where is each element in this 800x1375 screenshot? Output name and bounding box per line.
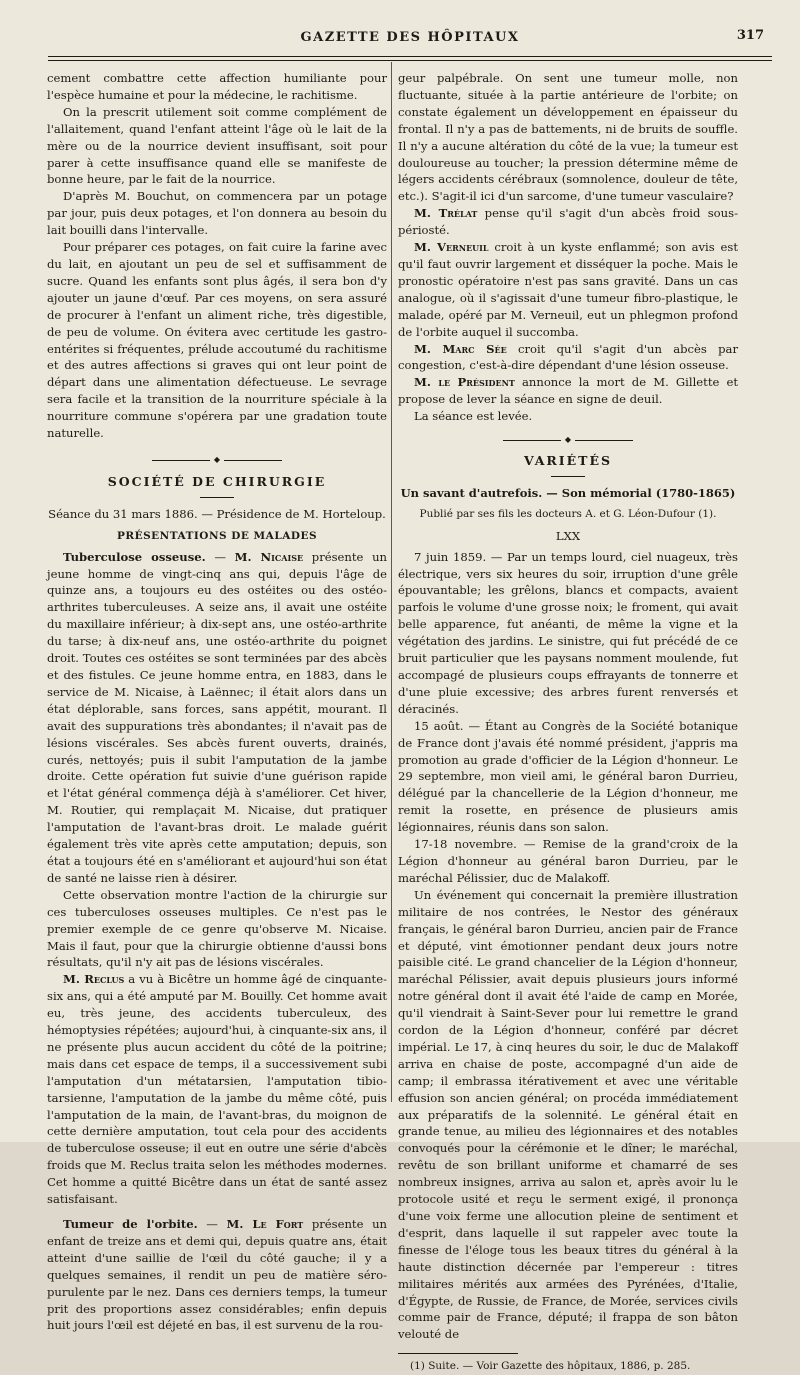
- verneuil-paragraph: [398, 239, 738, 340]
- tuberculose-text: présente un jeune homme de vingt-cinq ans qui, depuis l'âge de quinze ans, a toujours eu des ostéites ou des ostéo-arthrites tuberculeuses. A seize ans, il avait une ostéite du maxillaire inférieur; à dix-sept ans, une ostéo-arthrite du tarse; à dix-neuf ans, une ostéo-arthrite du poignet droit. Toutes ces ostéites se sont terminées par des abcès et des fistules. Ce jeune homme entra, en 1883, dans le service de M. Nicaise, à Laënnec; il était alors dans un état déplorable, sans forces, sans appétit, mourant. Il avait des suppurations très abondantes; il n'avait pas de lésions viscérales. Ses abcès furent ouverts, drainés, curés, nettoyés; puis il subit l'amputation de la jambe droite. Cette opération fut suivie d'une guérison rapide et l'état général commença déjà à s'améliorer. Cet hiver, M. Routier, qui remplaçait M. Nicaise, dut pratiquer l'amputation de l'avant-bras droit. Le malade guérit également très vite après cette amputation; depuis, son état a toujours été en s'améliorant et aujourd'hui son état de santé ne laisse rien à désirer.: [47, 549, 388, 885]
- memorial-paragraph: 7 juin 1859. — Par un temps lourd, ciel nuageux, très électrique, vers six heures du soir, irruption d'une grêle épouvantable; les grêlons, blancs et compacts, avaient parfois le volume d'une grosse noix; le froment, qui avait belle apparence, fut anéanti, de même la vigne et la végétation des jardins. Le sinistre, qui fut précédé de ce bruit particulier que les paysans nomment moulende, fut accompagé de plusieurs coups effrayants de tonnerre et d'une pluie excessive; des arbres furent renversés et déracinés.: [398, 549, 738, 716]
- topic-orbite: Tumeur de l'orbite.: [63, 1217, 198, 1231]
- footnote: (1) Suite. — Voir Gazette des hôpitaux, 1886, p. 285.: [410, 1360, 691, 1373]
- author-nicaise: M. Nicaise: [234, 549, 304, 564]
- footnote-rule: [398, 1353, 518, 1354]
- presentations-heading: PRÉSENTATIONS DE MALADES: [116, 529, 318, 542]
- journal-title: GAZETTE DES HÔPITAUX: [300, 30, 520, 45]
- seance-levee: La séance est levée.: [414, 409, 533, 424]
- varietes-title: VARIÉTÉS: [523, 453, 613, 469]
- continuation-paragraph: geur palpébrale. On sent une tumeur molle, non fluctuante, située à la partie antérieure de l'orbite; on constate également un développement en épaisseur du frontal. Il n'y a pas de battements, ni de bruits de souffle. Il n'y a aucune altération du côté de la vue; la tumeur est douloureuse au toucher; la pression détermine même de légers accidents cérébraux (somnolence, douleur de tête, etc.). S'agit-il ici d'un sarcome, d'une tumeur vasculaire?: [398, 71, 738, 204]
- savant-title: Un savant d'autrefois. — Son mémorial (1780-1865): [400, 485, 736, 500]
- author-marc-see: M. Marc Sée: [414, 341, 507, 356]
- right-column: [398, 70, 738, 1375]
- section-ornament: ◆: [47, 452, 387, 470]
- left-column: [47, 70, 387, 1334]
- marc-see-paragraph: [398, 341, 738, 375]
- intro-paragraph: D'après M. Bouchut, on commencera par un potage par jour, puis deux potages, et l'on donnera au besoin du lait bouilli dans l'intervalle.: [47, 189, 387, 238]
- tuberculose-paragraph: Tuberculose osseuse. — M. Nicaise présente un jeune homme de vingt-cinq ans qui, depuis l'âge de quinze ans, a toujours eu des ostéites ou des ostéo-arthrites tuberculeuses. A seize ans, il avait une ostéite du maxillaire inférieur; à dix-sept ans, une ostéo-arthrite du tarse; à dix-neuf ans, une ostéo-arthrite du poignet droit. Toutes ces ostéites se sont terminées par des abcès et des fistules. Ce jeune homme entra, en 1883, dans le service de M. Nicaise, à Laënnec; il était alors dans un état déplorable, sans forces, sans appétit, mourant. Il avait des suppurations très abondantes; il n'avait pas de lésions viscérales. Ses abcès furent ouverts, drainés, curés, nettoyés; puis il subit l'amputation de la jambe droite. Cette opération fut suivie d'une guérison rapide et l'état général commença déjà à s'améliorer. Cet hiver, M. Routier, qui remplaçait M. Nicaise, dut pratiquer l'amputation de l'avant-bras droit. Le malade guérit également très vite après cette amputation; depuis, son état a toujours été en s'améliorant et aujourd'hui son état de santé ne laisse rien à désirer.: [47, 549, 388, 885]
- title-rule: [551, 476, 585, 477]
- marc-see-text: croit qu'il s'agit d'un abcès par congestion, c'est-à-dire dépendant d'une lésion osseuse.: [398, 341, 738, 373]
- orbite-paragraph: Tumeur de l'orbite. — M. Le Fort présente un enfant de treize ans et demi qui, depuis quatre ans, était atteint d'une saillie de l'œil du côté gauche; il y a quelques semaines, il rendit un peu de matière séro-purulente par le nez. Dans ces derniers temps, la tumeur prit des proportions assez considérables; enfin depuis huit jours l'œil est déjeté en bas, il est survenu de la rou-: [47, 1217, 388, 1333]
- reclus-text: a vu à Bicêtre un homme âgé de cinquante-six ans, qui a été amputé par M. Bouilly. Cet homme avait eu, très jeune, des accidents tuberculeux, des hémoptysies répétées; aujourd'hui, à cinquante-six ans, il ne présente plus aucun accident du côté de la poitrine; mais dans cet espace de temps, il a successivement subi l'amputation d'un métatarsien, l'amputation tibio-tarsienne, l'amputation de la jambe du même côté, puis l'amputation de la main, de l'avant-bras, du moignon de cette dernière amputation, tout cela pour des accidents de tuberculose osseuse; il eut en outre une série d'abcès froids que M. Reclus traita selon les méthodes modernes. Cet homme a quitté Bicêtre dans un état de santé assez satisfaisant.: [47, 972, 387, 1207]
- chapter-number: LXX: [555, 528, 581, 543]
- observation-paragraph: Cette observation montre l'action de la chirurgie sur ces tuberculoses osseuses multiples. Ce n'est pas le premier exemple de ce genre qu'observe M. Nicaise. Mais il faut, pour que la chirurgie obtienne d'aussi bons résultats, qu'il n'y ait pas de lésions viscérales.: [47, 887, 387, 970]
- author-reclus: M. Reclus: [63, 972, 125, 987]
- orbite-text: présente un enfant de treize ans et demi qui, depuis quatre ans, était atteint d'une saillie de l'œil du côté gauche; il y a quelques semaines, il rendit un peu de matière séro-purulente par le nez. Dans ces derniers temps, la tumeur prit des proportions assez considérables; enfin depuis huit jours l'œil est déjeté en bas, il est survenu de la rou-: [47, 1217, 388, 1333]
- author-trelat: M. Trélat: [414, 206, 478, 221]
- memorial-paragraph: Un événement qui concernait la première illustration militaire de nos contrées, le Nestor des généraux français, le général baron Durrieu, ancien pair de France et député, vint émotionner pendant deux jours notre paisible cité. Le grand chancelier de la Légion d'honneur, maréchal Pélissier, avait depuis plusieurs jours informé notre général dont il avait été l'aide de camp en Morée, qu'il viendrait à Saint-Sever pour lui remettre le grand cordon de la Légion d'honneur, conféré par décret impérial. Le 17, à cinq heures du soir, le duc de Malakoff arriva en chaise de poste, accompagné d'un aide de camp; il embrassa itérativement et avec une véritable effusion son ancien général; on procéda immédiatement aux préparatifs de la solennité. Le général était en grande tenue, au milieu des légionnaires et des notables convoqués pour la cérémonie et le dîner; le maréchal, revêtu de son brillant uniforme et chamarré de ses nombreux insignes, arriva au salon et, après avoir lu le protocole usité et reçu le serment exigé, il prononça d'une voix ferme une allocution pleine de sentiment et d'esprit, dans laquelle il sut rappeler avec toute la finesse de l'éloge tous les beaux titres du général à la haute distinction décernée par l'empereur : titres militaires mérités aux armées des Pyrénées, d'Italie, d'Égypte, de Russie, de France, de Morée, services civils comme pair de France, député; il frappa de son bâton velouté de: [398, 887, 738, 1342]
- trelat-text: pense qu'il s'agit d'un abcès froid sous-périosté.: [398, 206, 738, 238]
- topic-tuberculose: Tuberculose osseuse.: [63, 549, 206, 564]
- memorial-paragraph: 17-18 novembre. — Remise de la grand'croix de la Légion d'honneur au général baron Durrieu, par le maréchal Pélissier, duc de Malakoff.: [398, 837, 738, 885]
- section-ornament: ◆: [398, 431, 738, 449]
- meeting-line: Séance du 31 mars 1886. — Présidence de M. Horteloup.: [48, 506, 386, 521]
- verneuil-text: croit à un kyste enflammé; son avis est qu'il faut ouvrir largement et disséquer la poche. Mais le pronostic opératoire n'est pas sans gravité. Dans un cas analogue, où il s'agissait d'une tumeur fibro-plastique, le malade, opéré par M. Verneuil, eut un phlegmon profond de l'orbite auquel il succomba.: [398, 240, 738, 339]
- intro-paragraph: cement combattre cette affection humiliante pour l'espèce humaine et pour la médecine, le rachitisme.: [47, 71, 387, 102]
- memorial-paragraph: 15 août. — Étant au Congrès de la Société botanique de France dont j'avais été nommé président, j'appris ma promotion au grade d'officier de la Légion d'honneur. Le 29 septembre, mon vieil ami, le général baron Durrieu, délégué par la chancellerie de la Légion d'honneur, me remit la rosette, en présence de plusieurs amis légionnaires, réunis dans son salon.: [398, 718, 738, 835]
- column-divider: [391, 62, 392, 1102]
- author-le-fort: M. Le Fort: [226, 1217, 304, 1231]
- author-president: M. le Président: [414, 375, 515, 390]
- page-number: 317: [736, 28, 764, 43]
- president-text: annonce la mort de M. Gillette et propose de lever la séance en signe de deuil.: [398, 375, 738, 407]
- president-paragraph: [398, 374, 738, 408]
- reclus-paragraph: [47, 971, 387, 1208]
- society-title: SOCIÉTÉ DE CHIRURGIE: [107, 473, 327, 489]
- page-header: [48, 28, 772, 50]
- intro-paragraph: Pour préparer ces potages, on fait cuire la farine avec du lait, en ajoutant un peu de sel et suffisamment de sucre. Quand les enfants sont plus âgés, il sera bon d'y ajouter un jaune d'œuf. Par ces moyens, on sera assuré de procurer à l'enfant un aliment riche, très digestible, de peu de volume. On évitera avec certitude les gastro-entérites si fréquentes, prélude accoutumé du rachitisme et des autres affections si graves qui ont leur point de départ dans une alimentation défectueuse. Le sevrage sera facile et la transition de la nourriture spéciale à la nourriture commune s'opérera par une gradation toute naturelle.: [47, 240, 387, 441]
- title-rule: [200, 497, 234, 498]
- savant-subtitle: Publié par ses fils les docteurs A. et G. Léon-Dufour (1).: [419, 507, 717, 520]
- intro-paragraph: On la prescrit utilement soit comme complément de l'allaitement, quand l'enfant atteint l'âge où le lait de la mère ou de la nourrice devient insuffisant, soit pour parer à cette insuffisance quand elle se manifeste de bonne heure, par le fait de la nourrice.: [47, 104, 387, 187]
- header-rule: [48, 56, 772, 61]
- trelat-paragraph: [398, 205, 738, 239]
- author-verneuil: M. Verneuil: [414, 240, 489, 255]
